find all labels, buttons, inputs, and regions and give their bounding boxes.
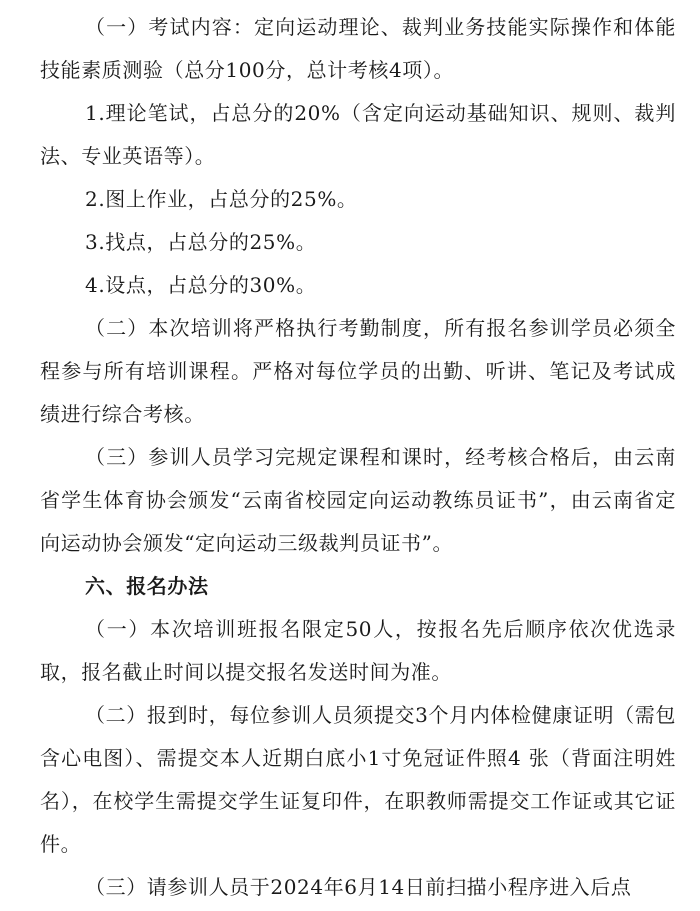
- registration-limit-paragraph: （一）本次培训班报名限定50人，按报名先后顺序依次优选录取，报名截止时间以提交报名发送时间为准。: [40, 617, 676, 684]
- find-points-item: 3.找点，占总分的25%。: [85, 230, 317, 254]
- map-work-item: 2.图上作业，占总分的25%。: [85, 187, 358, 211]
- written-exam-item: 1.理论笔试，占总分的20%（含定向运动基础知识、规则、裁判法、专业英语等）。: [40, 101, 676, 168]
- attendance-paragraph: （二）本次培训将严格执行考勤制度，所有报名参训学员必须全程参与所有培训课程。严格对每位学员的出勤、听讲、笔记及考试成绩进行综合考核。: [40, 316, 676, 426]
- registration-deadline-paragraph: （三）请参训人员于2024年6月14日前扫描小程序进入后点: [85, 875, 632, 899]
- set-points-item: 4.设点，占总分的30%。: [85, 273, 317, 297]
- exam-content-paragraph: （一）考试内容：定向运动理论、裁判业务技能实际操作和体能技能素质测验（总分100分，总计考核4项）。: [40, 15, 676, 82]
- certificate-paragraph: （三）参训人员学习完规定课程和课时，经考核合格后，由云南省学生体育协会颁发“云南省校园定向运动教练员证书”，由云南省定向运动协会颁发“定向运动三级裁判员证书”。: [40, 445, 676, 555]
- section-heading-registration: 六、报名办法: [85, 574, 209, 598]
- registration-documents-paragraph: （二）报到时，每位参训人员须提交3个月内体检健康证明（需包含心电图）、需提交本人近期白底小1寸免冠证件照4 张（背面注明姓名），在校学生需提交学生证复印件，在职教师需提交工作证或其它证件。: [40, 703, 676, 856]
